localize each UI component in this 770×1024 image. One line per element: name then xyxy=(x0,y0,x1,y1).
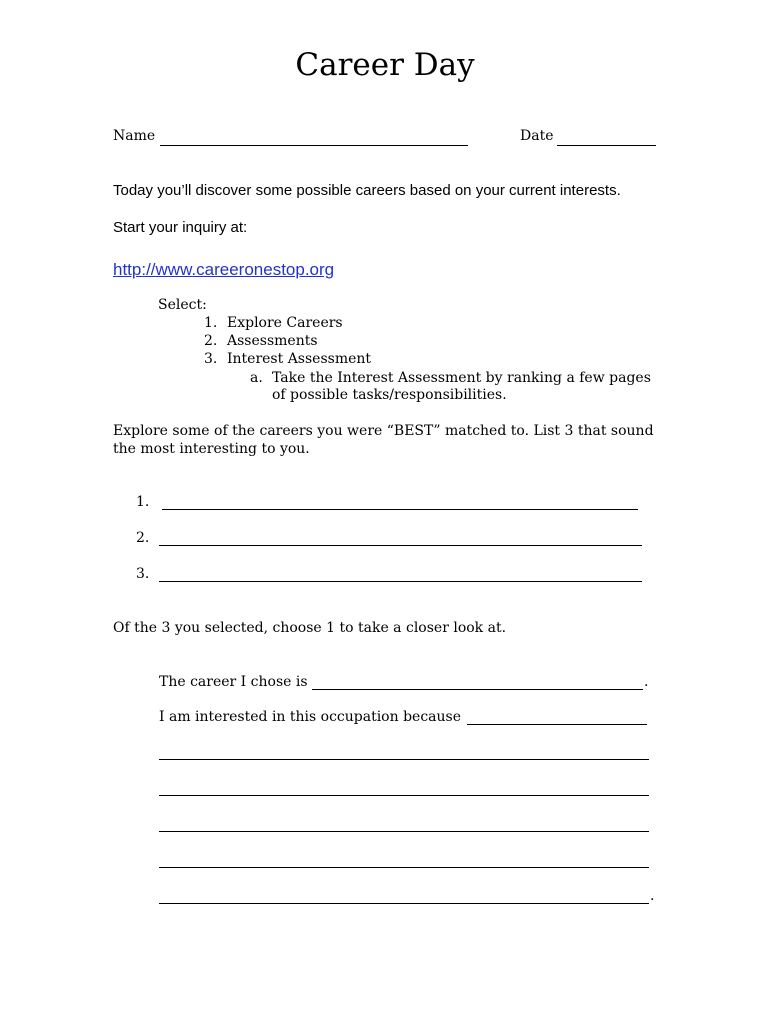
date-field[interactable] xyxy=(557,145,656,146)
career-chose-label: The career I chose is xyxy=(159,674,308,690)
reason-line[interactable] xyxy=(159,903,649,904)
career-3-field[interactable] xyxy=(159,581,642,582)
step-assessments: Assessments xyxy=(227,333,318,349)
date-label: Date xyxy=(520,128,554,144)
interested-reason-field[interactable] xyxy=(467,724,647,725)
explore-text-line1: Explore some of the careers you were “BEST” matched to. List 3 that sound xyxy=(113,423,654,439)
reason-line[interactable] xyxy=(159,759,649,760)
career-chose-field[interactable] xyxy=(312,689,643,690)
page-title: Career Day xyxy=(295,47,475,83)
substep-text-line2: of possible tasks/responsibilities. xyxy=(272,387,507,403)
list-number: 1. xyxy=(136,494,150,510)
step-number: 3. xyxy=(204,351,218,367)
explore-text-line2: the most interesting to you. xyxy=(113,441,310,457)
period: . xyxy=(650,888,655,904)
career-1-field[interactable] xyxy=(162,509,638,510)
reason-line[interactable] xyxy=(159,867,649,868)
name-field[interactable] xyxy=(160,145,468,146)
step-number: 1. xyxy=(204,315,218,331)
career-onestop-link[interactable]: http://www.careeronestop.org xyxy=(113,260,335,279)
start-inquiry-text: Start your inquiry at: xyxy=(113,219,248,236)
select-label: Select: xyxy=(158,297,207,313)
step-explore-careers: Explore Careers xyxy=(227,315,343,331)
substep-text-line1: Take the Interest Assessment by ranking a few pages xyxy=(272,370,651,386)
reason-line[interactable] xyxy=(159,795,649,796)
name-label: Name xyxy=(113,128,156,144)
substep-letter: a. xyxy=(250,370,263,386)
intro-text: Today you’ll discover some possible careers based on your current interests. xyxy=(113,182,621,199)
list-number: 3. xyxy=(136,566,150,582)
list-number: 2. xyxy=(136,530,150,546)
step-interest-assessment: Interest Assessment xyxy=(227,351,372,367)
career-2-field[interactable] xyxy=(159,545,642,546)
interested-label: I am interested in this occupation because xyxy=(159,709,461,725)
period: . xyxy=(644,674,649,690)
choose-text: Of the 3 you selected, choose 1 to take a closer look at. xyxy=(113,620,507,636)
step-number: 2. xyxy=(204,333,218,349)
reason-line[interactable] xyxy=(159,831,649,832)
